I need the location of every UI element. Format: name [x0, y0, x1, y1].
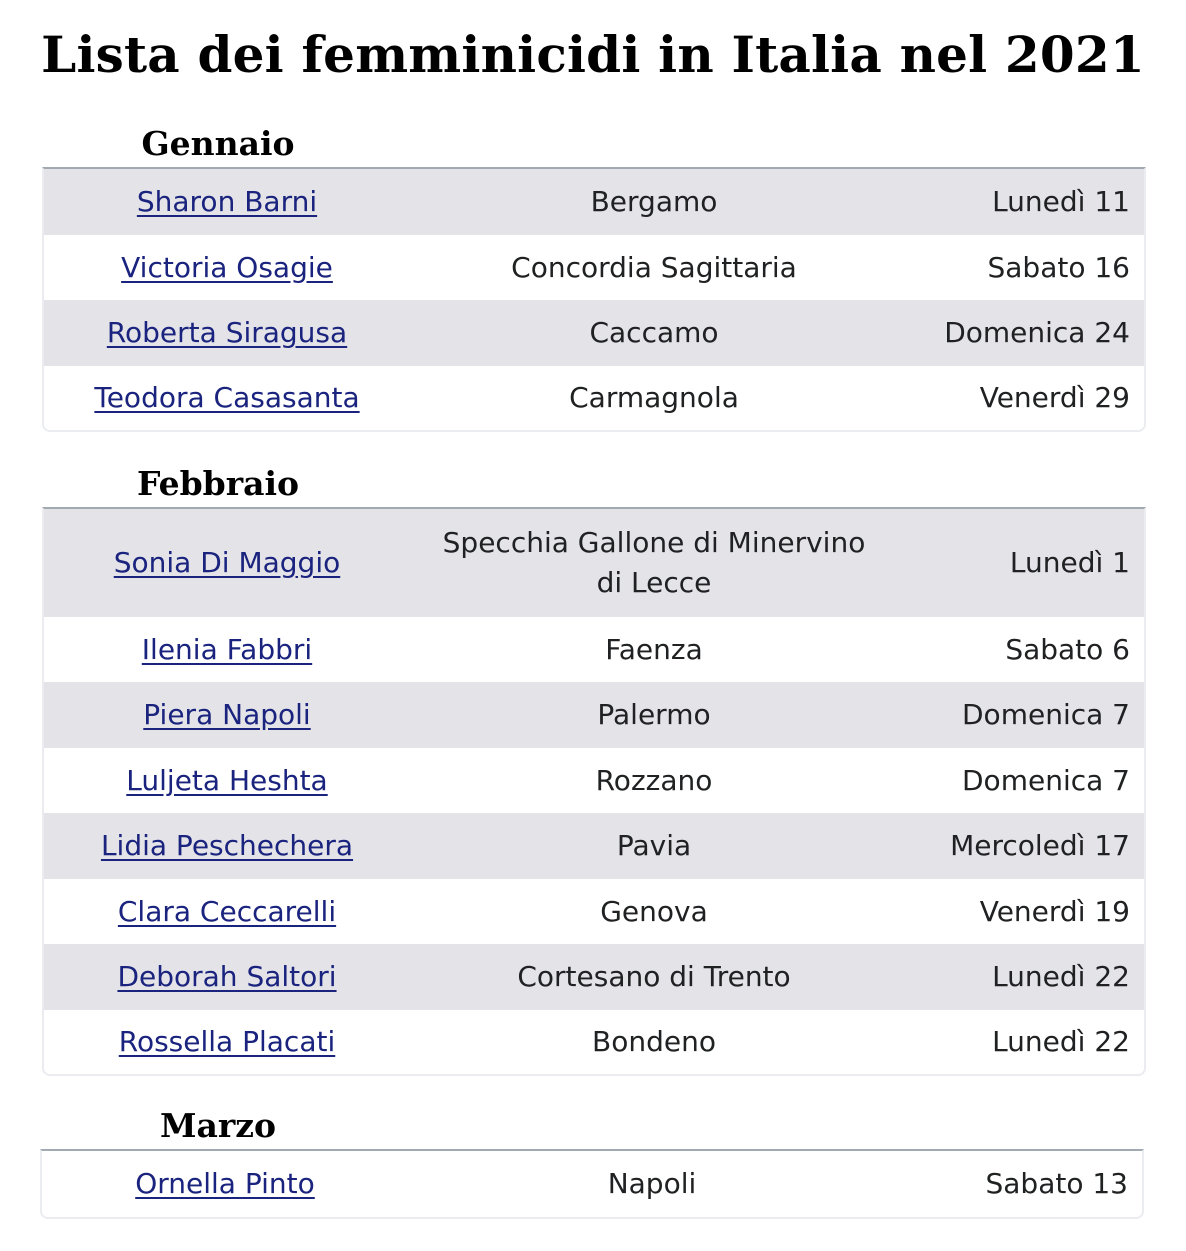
name-cell [44, 313, 410, 353]
date-cell: Mercoledì 17 [950, 829, 1130, 862]
date-cell: Sabato 13 [985, 1167, 1128, 1200]
name-cell [44, 892, 410, 932]
date-cell: Domenica 24 [944, 316, 1130, 349]
victim-link[interactable]: Ornella Pinto [135, 1167, 315, 1200]
place-cell: Palermo [597, 698, 711, 731]
victim-link[interactable]: Ilenia Fabbri [141, 632, 313, 666]
table-row [42, 1151, 1142, 1217]
month-heading-gennaio: Gennaio [141, 124, 295, 163]
date-cell: Lunedì 1 [1009, 546, 1130, 579]
table-row [44, 944, 1144, 1010]
month-table-gennaio [42, 167, 1146, 432]
name-cell [44, 378, 410, 418]
month-table-marzo [40, 1149, 1144, 1219]
date-cell: Sabato 16 [987, 250, 1130, 284]
victim-link[interactable]: Lidia Peschechera [100, 829, 354, 862]
victim-link[interactable]: Sonia Di Maggio [113, 546, 341, 579]
place-cell: Caccamo [589, 316, 719, 349]
name-cell [44, 957, 410, 997]
month-table-febbraio [42, 507, 1146, 1076]
table-row [44, 682, 1144, 748]
place-cell: Rozzano [595, 763, 713, 797]
place-cell: Faenza [605, 632, 703, 666]
table-row [44, 235, 1144, 300]
place-cell: Specchia Gallone di Minervino di Lecce [442, 526, 866, 599]
name-cell [44, 695, 410, 735]
date-cell: Lunedì 11 [992, 185, 1130, 218]
date-cell: Venerdì 19 [979, 894, 1130, 928]
table-row [44, 169, 1144, 235]
name-cell [44, 826, 410, 866]
table-row [44, 1010, 1144, 1074]
name-cell [44, 543, 410, 583]
place-cell: Pavia [616, 829, 692, 862]
name-cell [44, 630, 410, 670]
place-cell: Napoli [607, 1167, 697, 1200]
place-cell: Concordia Sagittaria [511, 250, 797, 284]
victim-link[interactable]: Deborah Saltori [117, 960, 337, 993]
name-cell [44, 182, 410, 222]
month-heading-febbraio: Febbraio [136, 464, 300, 503]
date-cell: Venerdì 29 [979, 381, 1130, 414]
date-cell: Lunedì 22 [992, 960, 1130, 993]
name-cell [44, 761, 410, 801]
month-heading-marzo: Marzo [159, 1106, 277, 1145]
table-row [44, 366, 1144, 430]
place-cell: Bergamo [590, 185, 718, 218]
victim-link[interactable]: Sharon Barni [136, 185, 318, 218]
victim-link[interactable]: Piera Napoli [143, 698, 311, 731]
table-row [44, 617, 1144, 682]
place-cell: Cortesano di Trento [517, 960, 791, 993]
date-cell: Lunedì 22 [992, 1025, 1130, 1058]
victim-link[interactable]: Roberta Siragusa [106, 316, 348, 349]
date-cell: Sabato 6 [1005, 632, 1130, 666]
page-title: Lista dei femminicidi in Italia nel 2021 [41, 25, 1145, 84]
table-row [44, 509, 1144, 617]
victim-link[interactable]: Luljeta Heshta [126, 763, 328, 797]
name-cell [44, 1022, 410, 1062]
victim-link[interactable]: Teodora Casasanta [94, 381, 360, 414]
place-cell: Genova [600, 894, 708, 928]
victim-link[interactable]: Rossella Placati [118, 1025, 336, 1058]
table-row [44, 813, 1144, 879]
place-cell: Bondeno [592, 1025, 716, 1058]
table-row [44, 748, 1144, 813]
victim-link[interactable]: Clara Ceccarelli [117, 894, 337, 928]
table-row [44, 300, 1144, 366]
date-cell: Domenica 7 [962, 763, 1130, 797]
table-row [44, 879, 1144, 944]
place-cell: Carmagnola [569, 381, 739, 414]
name-cell [42, 1164, 408, 1204]
victim-link[interactable]: Victoria Osagie [121, 250, 333, 284]
name-cell [44, 248, 410, 288]
date-cell: Domenica 7 [962, 698, 1130, 731]
